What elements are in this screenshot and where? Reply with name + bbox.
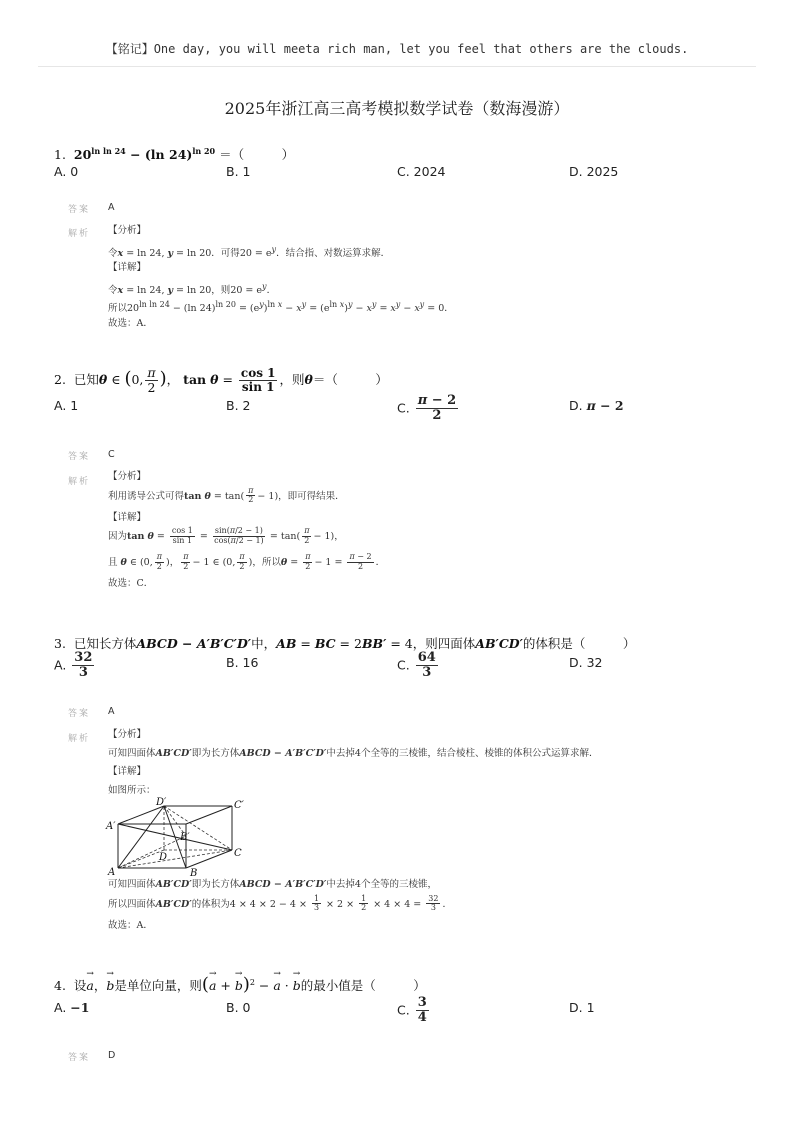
question-4-option-d[interactable]: D. 1	[569, 1000, 595, 1015]
q2-fenxi: 【分析】	[108, 471, 147, 482]
q1-hint: 令x = ln 24, y = ln 20．可得$20 = e^y$．结合指、对数运算求解．	[108, 244, 391, 259]
question-3-answer: A	[108, 706, 115, 717]
question-2-option-c[interactable]: C. $\frac{\pi - 2}{2}$	[397, 393, 457, 424]
question-4-answer-label: 答案	[68, 1053, 91, 1063]
label-b: B	[190, 868, 198, 878]
q2-line-1: 因为tan θ = $\frac{\cos 1}{\sin 1}$ = $\frac{\sin(\pi/2 - 1)}{\cos(\pi/2 - 1)}$ = tan( $\frac{\pi}{2}$ − 1)，	[108, 526, 344, 545]
question-1-option-a[interactable]: A. 0	[54, 164, 79, 179]
label-c: C	[234, 848, 242, 859]
q2-xiangjie: 【详解】	[108, 511, 147, 523]
q3-rutu: 如图所示：	[108, 784, 156, 796]
question-2-answer-label: 答案	[68, 452, 91, 462]
label-a-prime: A′	[106, 821, 116, 832]
q3-guxuan: 故选：A．	[108, 919, 153, 931]
question-1-stem-tail: ＝（ ）	[219, 147, 295, 162]
question-2-analysis-label: 解析	[68, 477, 91, 487]
question-3-solution-top	[108, 726, 598, 800]
question-1-answer: A	[108, 202, 115, 213]
question-2-answer: C	[108, 449, 115, 460]
label-b-prime: B′	[180, 832, 190, 843]
q2-guxuan: 故选：C．	[108, 578, 154, 589]
question-2-option-a[interactable]: A. 1	[54, 398, 79, 413]
q3-line-2: 所以四面体AB′CD′的体积为4 × 4 × 2 − 4 × $\frac{1}{3}$ × 2 × $\frac{1}{2}$ × 4 × 4 = $\frac{32}{3}$ ．	[108, 893, 452, 913]
header-motto: 【铭记】One day, you will meeta rich man, let you feel that others are the clouds.	[105, 42, 689, 56]
question-1-answer-label: 答案	[68, 205, 91, 215]
q3-xiangjie: 【详解】	[108, 766, 147, 777]
q1-line-1: 令x = ln 24, y = ln 20，则$20 = e^y$．	[108, 281, 277, 296]
question-4-option-c[interactable]: C. $\frac{3}{4}$	[397, 995, 427, 1026]
header-divider	[38, 66, 756, 67]
question-4-number: 4.	[54, 978, 66, 993]
label-d-prime: D′	[156, 797, 167, 808]
question-2-number: 2.	[54, 371, 66, 387]
question-3-answer-label: 答案	[68, 709, 91, 719]
question-1-number: 1.	[54, 147, 66, 162]
question-3-analysis-label: 解析	[68, 734, 91, 744]
q3-line-1: 可知四面体AB′CD′即为长方体ABCD − A′B′C′D′中去掉4个全等的三棱锥，	[108, 879, 437, 890]
question-4-answer: D	[108, 1050, 116, 1061]
question-3-solution-bottom	[108, 876, 452, 935]
question-1-stem: 1. $20^{ln ln 24} - (\ln$ 24)$^{ln 20}$ ＝（ ）	[54, 145, 295, 162]
question-3-option-a[interactable]: A. $\frac{32}{3}$	[54, 650, 93, 681]
question-2-option-b[interactable]: B. 2	[226, 398, 251, 413]
question-1-analysis-label: 解析	[68, 229, 91, 239]
question-2-option-d[interactable]: D. π − 2	[569, 398, 624, 413]
question-1-option-d[interactable]: D. 2025	[569, 164, 619, 179]
q1-fenxi: 【分析】	[108, 225, 147, 236]
q3-fenxi: 【分析】	[108, 729, 147, 740]
question-4-stem: 4. 设→ a，→ b是单位向量，则(→ a + → b)$^2$ − → a · → b的最小值是（ ）	[54, 974, 426, 995]
question-4-option-a[interactable]: A. −1	[54, 1000, 90, 1015]
q3-hint: 可知四面体AB′CD′即为长方体ABCD − A′B′C′D′中去掉4个全等的三棱锥，结合棱柱、棱锥的体积公式运算求解．	[108, 747, 599, 759]
question-3-option-d[interactable]: D. 32	[569, 655, 603, 670]
q2-line-2: 且 θ ∈ (0, $\frac{\pi}{2}$ )， $\frac{\pi}{2}$ − 1 ∈ (0, $\frac{\pi}{2}$ )，所以θ = $\frac{\pi}{2}$ − 1 = $\frac{\pi - 2}{2}$ ．	[108, 552, 386, 571]
question-3-stem: 3. 已知长方体ABCD − A′B′C′D′中，AB = BC = 2BB′ = 4，则四面体AB′CD′的体积是（ ）	[54, 636, 636, 651]
q2-hint: 利用诱导公式可得tan θ = tan( $\frac{\pi}{2}$ − 1)，即可得结果．	[108, 485, 345, 505]
question-3-number: 3.	[54, 636, 66, 651]
label-c-prime: C′	[234, 800, 244, 811]
q1-line-2: 所以$20^{ln ln 24} - (\ln$ $24)^{ln 20} = (e^y)^{ln x} - x^y = (e^{ln x})^y - x^y = x^y - x^y = 0$．	[108, 300, 454, 315]
question-3-option-c[interactable]: C. $\frac{64}{3}$	[397, 650, 436, 681]
question-1-option-c[interactable]: C. 2024	[397, 164, 446, 179]
question-4-option-b[interactable]: B. 0	[226, 1000, 251, 1015]
label-d: D	[159, 852, 168, 863]
question-1-solution	[108, 222, 454, 333]
page-title: 2025年浙江高三高考模拟数学试卷（数海漫游）	[224, 99, 570, 118]
q1-xiangjie: 【详解】	[108, 262, 147, 273]
q1-guxuan: 故选：A．	[108, 317, 153, 329]
question-3-option-b[interactable]: B. 16	[226, 655, 259, 670]
question-2-stem: 2. 已知θ ∈ (0, $\frac{\pi}{2}$ )， tan θ = $\frac{\cos 1}{\sin 1}$ ，则θ＝（ ）	[54, 365, 388, 395]
question-2-solution	[108, 468, 385, 594]
question-1-option-b[interactable]: B. 1	[226, 164, 251, 179]
cuboid-figure	[104, 796, 254, 878]
label-a: A	[108, 867, 116, 878]
